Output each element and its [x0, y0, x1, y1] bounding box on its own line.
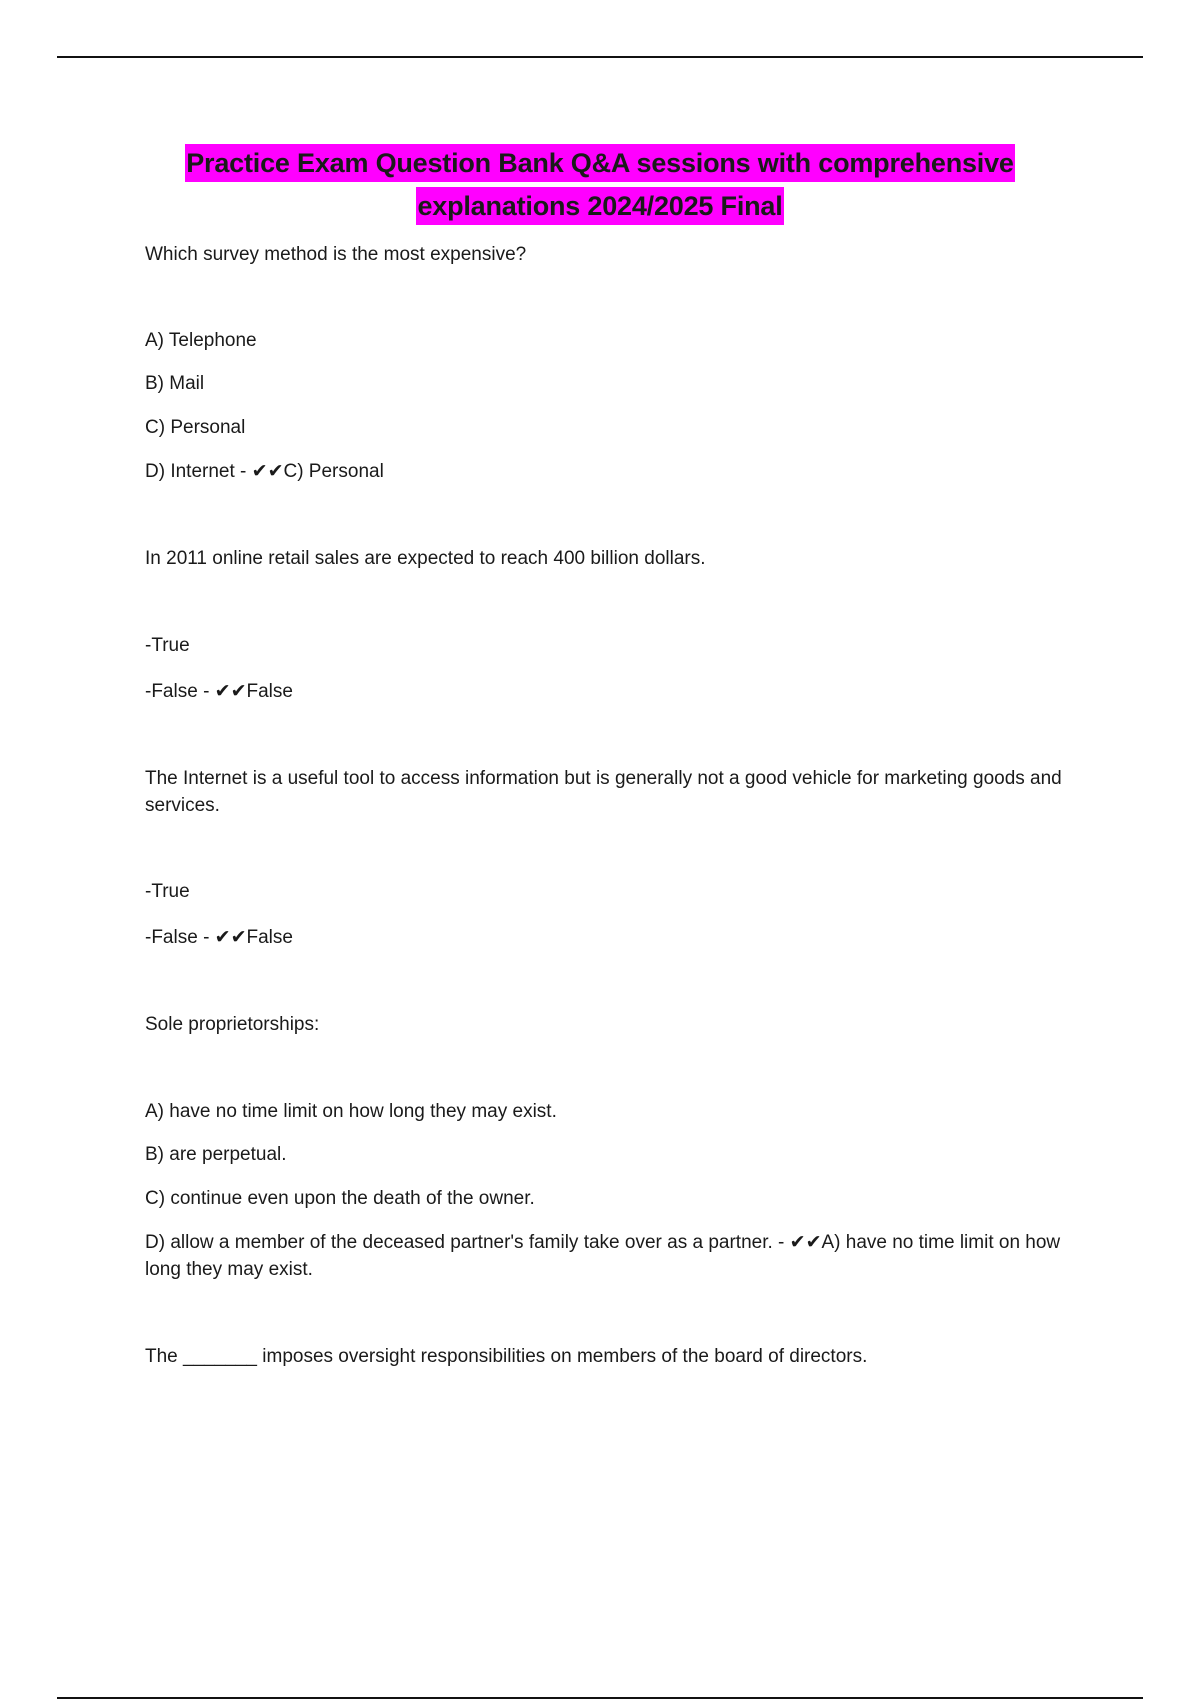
- question-4-prompt: Sole proprietorships:: [145, 1014, 320, 1035]
- question-4-option-a: A) have no time limit on how long they may exist.: [145, 1101, 557, 1122]
- question-1-prompt: Which survey method is the most expensive?: [145, 244, 527, 265]
- question-2-option-true: -True: [145, 635, 190, 656]
- question-1-option-c: C) Personal: [145, 417, 246, 438]
- question-1-option-d-answer: D) Internet - ✔✔C) Personal: [145, 461, 384, 482]
- question-3-prompt: The Internet is a useful tool to access information but is generally not a good vehicle for marketing goods and services.: [145, 768, 1062, 816]
- question-1-option-a: A) Telephone: [145, 330, 257, 351]
- question-1-option-b: B) Mail: [145, 373, 205, 394]
- question-2-option-false-answer: -False - ✔✔False: [145, 681, 293, 702]
- question-3-option-false-answer: -False - ✔✔False: [145, 927, 293, 948]
- title-line-1: Practice Exam Question Bank Q&A sessions with comprehensive: [185, 144, 1015, 182]
- question-4-option-d-answer: D) allow a member of the deceased partner's family take over as a partner. - ✔✔A) have no time limit on how long they may exist.: [145, 1232, 1061, 1280]
- question-2-prompt: In 2011 online retail sales are expected to reach 400 billion dollars.: [145, 548, 706, 569]
- title-line-2: explanations 2024/2025 Final: [416, 187, 783, 225]
- question-4-option-b: B) are perpetual.: [145, 1144, 287, 1165]
- question-4-option-c: C) continue even upon the death of the owner.: [145, 1188, 535, 1209]
- document-title: [100, 144, 1100, 230]
- header-rule: [57, 56, 1143, 58]
- footer-rule: [57, 1697, 1143, 1699]
- question-3-option-true: -True: [145, 881, 190, 902]
- question-5-prompt: The _______ imposes oversight responsibilities on members of the board of directors.: [145, 1346, 868, 1367]
